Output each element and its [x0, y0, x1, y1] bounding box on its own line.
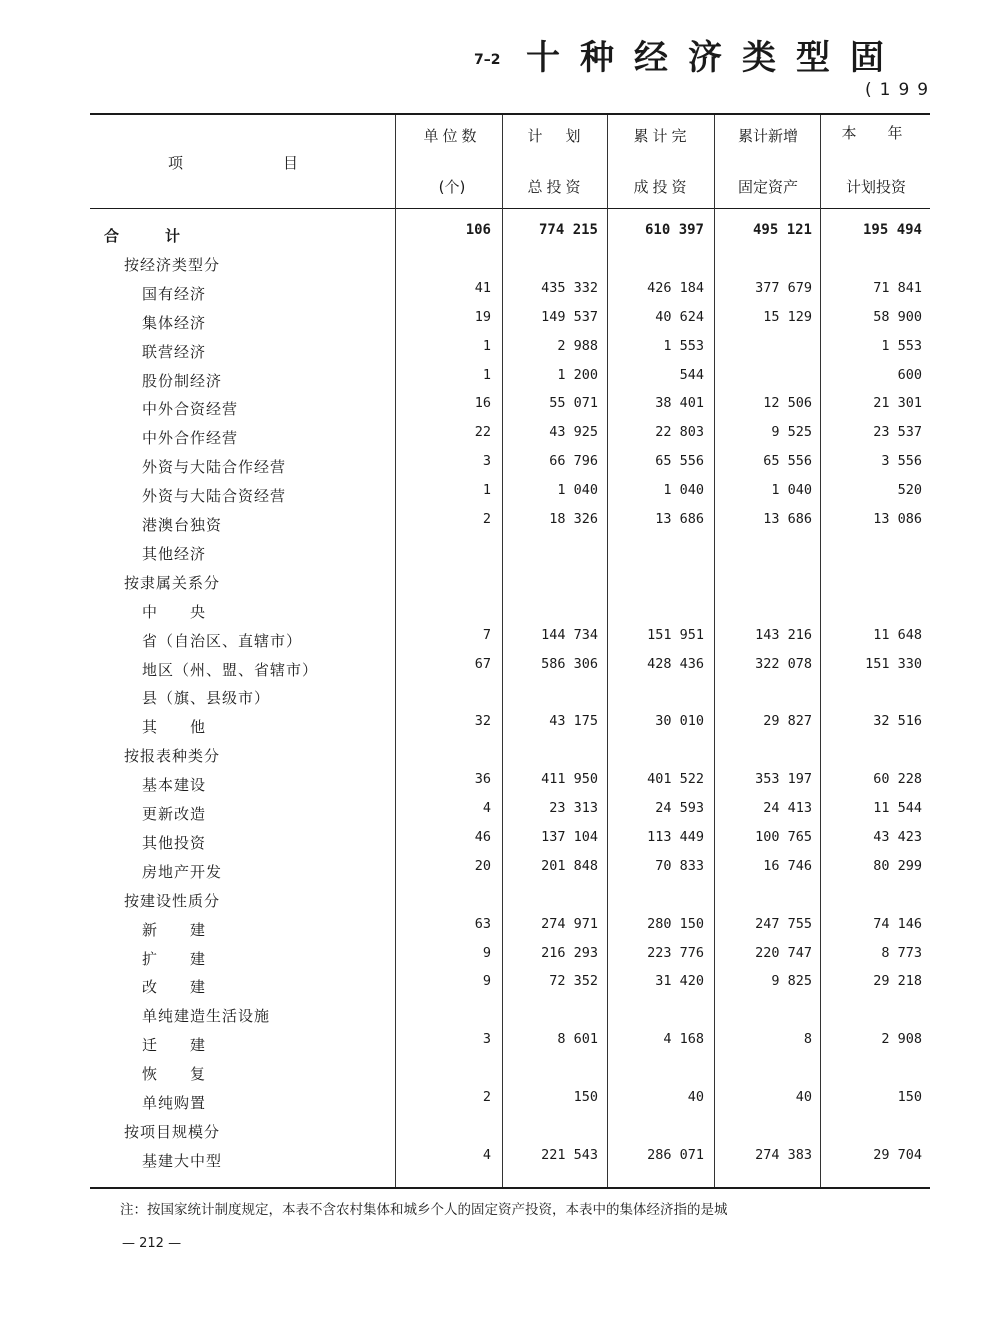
cell-value: 32 — [474, 713, 491, 730]
cell-value: 31 420 — [655, 973, 704, 990]
table-row — [90, 572, 930, 601]
cell-value: 29 218 — [873, 973, 922, 990]
table-top-rule — [90, 113, 930, 115]
table-row — [90, 828, 930, 861]
cell-value: 40 — [687, 1089, 704, 1105]
cell-value: 63 — [474, 915, 491, 932]
cell-value: 274 971 — [541, 915, 598, 932]
cell-value: 8 601 — [557, 1031, 598, 1048]
cell-value: 544 — [679, 366, 704, 383]
cell-value: 201 848 — [541, 857, 598, 874]
table-row — [90, 857, 930, 890]
cell-value: 40 — [795, 1089, 812, 1105]
cell-value: 247 755 — [755, 915, 812, 932]
cell-value: 4 168 — [663, 1031, 704, 1048]
cell-value: 16 746 — [763, 857, 812, 874]
table-row — [90, 424, 930, 456]
row-label: 按经济类型分 — [124, 255, 221, 274]
cell-value: 150 — [573, 1089, 598, 1105]
cell-value: 774 215 — [538, 222, 598, 238]
cell-value: 20 — [474, 857, 491, 874]
cell-value: 15 129 — [763, 308, 812, 325]
row-label: 县（旗、县级市） — [142, 689, 271, 708]
cell-value: 67 — [474, 655, 491, 672]
row-label: 中外合资经营 — [142, 400, 239, 419]
cell-value: 80 299 — [873, 857, 922, 874]
cell-value: 495 121 — [752, 222, 812, 238]
cell-value: 2 988 — [557, 337, 598, 354]
table-row — [90, 1005, 930, 1034]
cell-value: 16 — [474, 395, 491, 412]
row-label: 合计 — [104, 227, 227, 245]
row-label: 其 他 — [142, 718, 207, 737]
row-label: 基本建设 — [142, 776, 207, 795]
row-label: 按建设性质分 — [124, 891, 221, 910]
cell-value: 195 494 — [862, 222, 922, 238]
cell-value: 11 648 — [873, 626, 922, 643]
cell-value: 43 925 — [549, 424, 598, 441]
cell-value: 401 522 — [647, 771, 704, 788]
table-row — [90, 254, 930, 283]
cell-value: 1 200 — [557, 366, 598, 383]
cell-value: 22 803 — [655, 424, 704, 441]
cell-value: 1 040 — [557, 482, 598, 499]
cell-value: 220 747 — [755, 944, 812, 961]
cell-value: 58 900 — [873, 308, 922, 325]
table-row — [90, 1063, 930, 1092]
row-label: 恢 复 — [142, 1065, 207, 1084]
header-col-5-top: 本 年 — [841, 124, 911, 142]
cell-value: 144 734 — [541, 626, 598, 643]
cell-value: 7 — [482, 626, 491, 643]
cell-value: 24 413 — [763, 800, 812, 816]
cell-value: 40 624 — [655, 308, 704, 325]
cell-value: 428 436 — [647, 655, 704, 672]
cell-value: 4 — [482, 800, 491, 816]
row-label: 更新改造 — [142, 805, 207, 823]
cell-value: 2 — [482, 1089, 491, 1105]
row-label: 单纯建造生活设施 — [142, 1007, 271, 1026]
cell-value: 3 556 — [881, 453, 922, 470]
year-fragment: (199 — [865, 80, 937, 100]
cell-value: 11 544 — [873, 800, 922, 816]
cell-value: 9 — [482, 973, 491, 990]
cell-value: 8 — [803, 1031, 812, 1048]
header-col-4-bottom: 固定资产 — [737, 178, 798, 196]
cell-value: 1 — [482, 482, 491, 499]
cell-value: 377 679 — [755, 279, 812, 296]
cell-value: 3 — [482, 1031, 491, 1048]
row-label: 中 央 — [142, 602, 207, 621]
row-label: 股份制经济 — [142, 371, 223, 390]
cell-value: 70 833 — [655, 857, 704, 874]
table-row — [90, 626, 930, 659]
cell-value: 23 313 — [549, 800, 598, 816]
cell-value: 106 — [465, 222, 491, 238]
table-row — [90, 1121, 930, 1150]
cell-value: 22 — [474, 424, 491, 441]
cell-value: 150 — [897, 1089, 922, 1105]
row-label: 新 建 — [142, 920, 207, 939]
cell-value: 71 841 — [873, 279, 922, 296]
cell-value: 60 228 — [873, 771, 922, 788]
cell-value: 435 332 — [541, 279, 598, 296]
cell-value: 520 — [897, 482, 922, 499]
cell-value: 19 — [474, 308, 491, 325]
cell-value: 13 086 — [873, 511, 922, 527]
cell-value: 18 326 — [549, 511, 598, 527]
row-label: 中外合作经营 — [142, 429, 239, 448]
cell-value: 46 — [474, 828, 491, 845]
table-row — [90, 308, 930, 341]
cell-value: 66 796 — [549, 453, 598, 470]
cell-value: 1 040 — [663, 482, 704, 499]
table-number: 7–2 — [474, 52, 501, 68]
row-label: 集体经济 — [142, 313, 207, 332]
table-bottom-rule — [90, 1187, 930, 1189]
cell-value: 30 010 — [655, 713, 704, 730]
table-row — [90, 1146, 930, 1179]
cell-value: 113 449 — [647, 828, 704, 845]
row-label: 其他经济 — [142, 544, 207, 563]
table-row — [90, 279, 930, 312]
table-row — [90, 973, 930, 1005]
cell-value: 29 827 — [763, 713, 812, 730]
row-label: 改 建 — [142, 978, 207, 997]
cell-value: 9 525 — [771, 424, 812, 441]
cell-value: 43 423 — [873, 828, 922, 845]
table-row — [90, 453, 930, 485]
cell-value: 13 686 — [763, 511, 812, 527]
header-col-3-top: 累计完 — [633, 127, 691, 145]
cell-value: 9 — [482, 944, 491, 961]
row-label: 省（自治区、直辖市） — [142, 631, 303, 650]
table-row — [90, 222, 930, 254]
cell-value: 1 — [482, 366, 491, 383]
table-row — [90, 915, 930, 948]
cell-value: 274 383 — [755, 1146, 812, 1163]
cell-value: 1 — [482, 337, 491, 354]
cell-value: 55 071 — [549, 395, 598, 412]
row-label: 按隶属关系分 — [124, 573, 221, 592]
cell-value: 1 553 — [881, 337, 922, 354]
table-row — [90, 1031, 930, 1063]
cell-value: 32 516 — [873, 713, 922, 730]
table-row — [90, 771, 930, 803]
cell-value: 24 593 — [655, 800, 704, 816]
cell-value: 21 301 — [873, 395, 922, 412]
row-label: 国有经济 — [142, 284, 207, 303]
cell-value: 74 146 — [873, 915, 922, 932]
cell-value: 216 293 — [541, 944, 598, 961]
table-row — [90, 713, 930, 745]
cell-value: 29 704 — [873, 1146, 922, 1163]
cell-value: 72 352 — [549, 973, 598, 990]
row-label: 迁 建 — [142, 1036, 207, 1055]
header-col-2-bottom: 总投资 — [527, 178, 585, 196]
table-row — [90, 944, 930, 977]
cell-value: 221 543 — [541, 1146, 598, 1163]
table-row — [90, 601, 930, 630]
row-label: 扩 建 — [142, 949, 207, 968]
cell-value: 1 553 — [663, 337, 704, 354]
cell-value: 322 078 — [755, 655, 812, 672]
row-label: 单纯购置 — [142, 1094, 207, 1112]
cell-value: 151 330 — [865, 655, 922, 672]
header-bottom-rule — [90, 208, 930, 209]
row-label: 其他投资 — [142, 833, 207, 852]
cell-value: 143 216 — [755, 626, 812, 643]
cell-value: 610 397 — [644, 222, 704, 238]
table-row — [90, 890, 930, 919]
table-row — [90, 655, 930, 688]
row-label: 联营经济 — [142, 342, 207, 361]
row-label: 按报表种类分 — [124, 747, 221, 766]
table-row — [90, 511, 930, 543]
cell-value: 2 — [482, 511, 491, 527]
row-label: 房地产开发 — [142, 862, 223, 881]
header-col-4-top: 累计新增 — [737, 127, 798, 145]
table-row — [90, 1089, 930, 1121]
cell-value: 280 150 — [647, 915, 704, 932]
table-row — [90, 482, 930, 514]
cell-value: 23 537 — [873, 424, 922, 441]
cell-value: 13 686 — [655, 511, 704, 527]
table-row — [90, 337, 930, 370]
cell-value: 38 401 — [655, 395, 704, 412]
cell-value: 3 — [482, 453, 491, 470]
header-col-1-bottom: (个) — [438, 178, 466, 196]
table-row — [90, 395, 930, 427]
cell-value: 137 104 — [541, 828, 598, 845]
cell-value: 9 825 — [771, 973, 812, 990]
table-row — [90, 543, 930, 572]
cell-value: 411 950 — [541, 771, 598, 788]
header-item: 项目 — [168, 154, 399, 172]
row-label: 外资与大陆合资经营 — [142, 487, 287, 506]
cell-value: 2 908 — [881, 1031, 922, 1048]
row-label: 外资与大陆合作经营 — [142, 458, 287, 477]
page-title: 十种经济类型固 — [526, 38, 904, 78]
cell-value: 43 175 — [549, 713, 598, 730]
cell-value: 4 — [482, 1146, 491, 1163]
cell-value: 353 197 — [755, 771, 812, 788]
cell-value: 41 — [474, 279, 491, 296]
table-row — [90, 366, 930, 399]
cell-value: 151 951 — [647, 626, 704, 643]
cell-value: 65 556 — [763, 453, 812, 470]
footnote: 注：按国家统计制度规定，本表不含农村集体和城乡个人的固定资产投资，本表中的集体经济指的是城 — [120, 1202, 728, 1218]
row-label: 港澳台独资 — [142, 516, 223, 534]
cell-value: 223 776 — [647, 944, 704, 961]
row-label: 地区（州、盟、省辖市） — [142, 660, 319, 679]
header-col-3-bottom: 成投资 — [633, 178, 691, 196]
row-label: 基建大中型 — [142, 1151, 223, 1170]
table-row — [90, 687, 930, 716]
table-row — [90, 745, 930, 774]
header-col-1-top: 单位数 — [423, 127, 481, 145]
cell-value: 1 040 — [771, 482, 812, 499]
cell-value: 8 773 — [881, 944, 922, 961]
cell-value: 100 765 — [755, 828, 812, 845]
page-number: — 212 — — [122, 1236, 182, 1251]
cell-value: 149 537 — [541, 308, 598, 325]
cell-value: 586 306 — [541, 655, 598, 672]
header-col-5-bottom: 计划投资 — [845, 178, 906, 196]
cell-value: 426 184 — [647, 279, 704, 296]
cell-value: 36 — [474, 771, 491, 788]
cell-value: 65 556 — [655, 453, 704, 470]
header-col-2-top: 计 划 — [527, 127, 585, 145]
cell-value: 286 071 — [647, 1146, 704, 1163]
cell-value: 600 — [897, 366, 922, 383]
cell-value: 12 506 — [763, 395, 812, 412]
table-row — [90, 800, 930, 832]
row-label: 按项目规模分 — [124, 1122, 221, 1141]
